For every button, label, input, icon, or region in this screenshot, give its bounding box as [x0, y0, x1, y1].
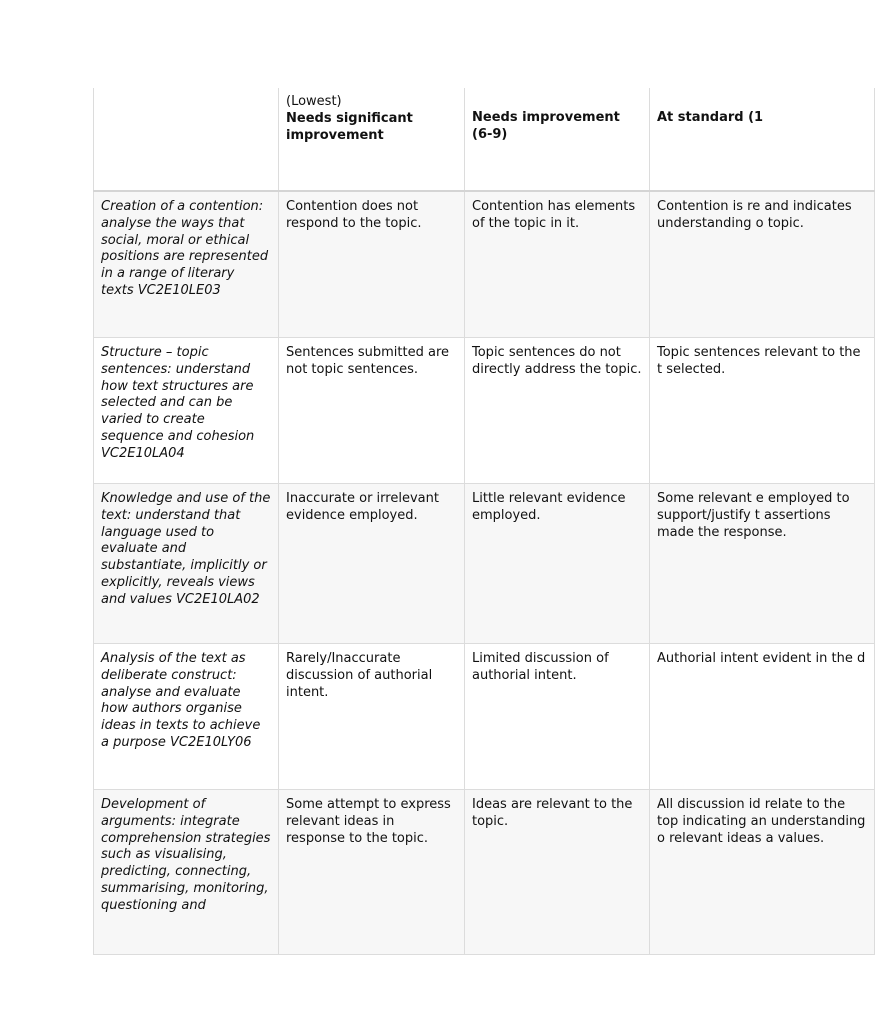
- criterion-cell: Development of arguments: integrate comprehension strategies such as visualising, predicting, connecting, summarising, monitoring, questioning and: [94, 790, 279, 955]
- descriptor-needs-improvement: Little relevant evidence employed.: [465, 484, 650, 644]
- criterion-cell: Analysis of the text as deliberate construct: analyse and evaluate how authors organise ideas in texts to achieve a purpose VC2E10LY06: [94, 644, 279, 790]
- descriptor-needs-significant-improvement: Inaccurate or irrelevant evidence employed.: [279, 484, 465, 644]
- descriptor-needs-significant-improvement: Rarely/Inaccurate discussion of authorial intent.: [279, 644, 465, 790]
- table-row: [94, 191, 875, 338]
- descriptor-at-standard: Topic sentences relevant to the t selected.: [650, 338, 875, 484]
- rubric-header: [94, 88, 875, 191]
- descriptor-needs-significant-improvement: Some attempt to express relevant ideas in response to the topic.: [279, 790, 465, 955]
- table-row: [94, 338, 875, 484]
- header-criteria-cell: [94, 88, 279, 191]
- header-lowest-cell: [279, 88, 465, 191]
- header-needs-significant-improvement: Needs significant improvement: [286, 110, 413, 143]
- criterion-cell: Structure – topic sentences: understand how text structures are selected and can be varied to create sequence and cohesion VC2E10LA04: [94, 338, 279, 484]
- descriptor-at-standard: All discussion id relate to the top indicating an understanding o relevant ideas a values.: [650, 790, 875, 955]
- assessment-rubric-table: [93, 88, 875, 955]
- descriptor-needs-improvement: Ideas are relevant to the topic.: [465, 790, 650, 955]
- descriptor-at-standard: Authorial intent evident in the d: [650, 644, 875, 790]
- descriptor-needs-significant-improvement: Sentences submitted are not topic sentences.: [279, 338, 465, 484]
- descriptor-at-standard: Contention is re and indicates understanding o topic.: [650, 191, 875, 338]
- descriptor-needs-improvement: Topic sentences do not directly address the topic.: [465, 338, 650, 484]
- rubric-body: [94, 191, 875, 955]
- table-row: [94, 484, 875, 644]
- table-row: [94, 644, 875, 790]
- descriptor-needs-significant-improvement: Contention does not respond to the topic.: [279, 191, 465, 338]
- criterion-cell: Knowledge and use of the text: understand that language used to evaluate and substantiate, implicitly or explicitly, reveals views and values VC2E10LA02: [94, 484, 279, 644]
- header-row: [94, 88, 875, 191]
- descriptor-needs-improvement: Limited discussion of authorial intent.: [465, 644, 650, 790]
- descriptor-needs-improvement: Contention has elements of the topic in it.: [465, 191, 650, 338]
- header-at-standard-cell: [650, 88, 875, 191]
- criterion-cell: Creation of a contention: analyse the ways that social, moral or ethical positions are represented in a range of literary texts VC2E10LE03: [94, 191, 279, 338]
- header-at-standard: At standard (1: [657, 110, 764, 125]
- header-lowest-note: (Lowest): [286, 94, 342, 109]
- header-needs-improvement-cell: [465, 88, 650, 191]
- table-row: [94, 790, 875, 955]
- header-needs-improvement: Needs improvement (6-9): [472, 110, 620, 142]
- descriptor-at-standard: Some relevant e employed to support/justify t assertions made the response.: [650, 484, 875, 644]
